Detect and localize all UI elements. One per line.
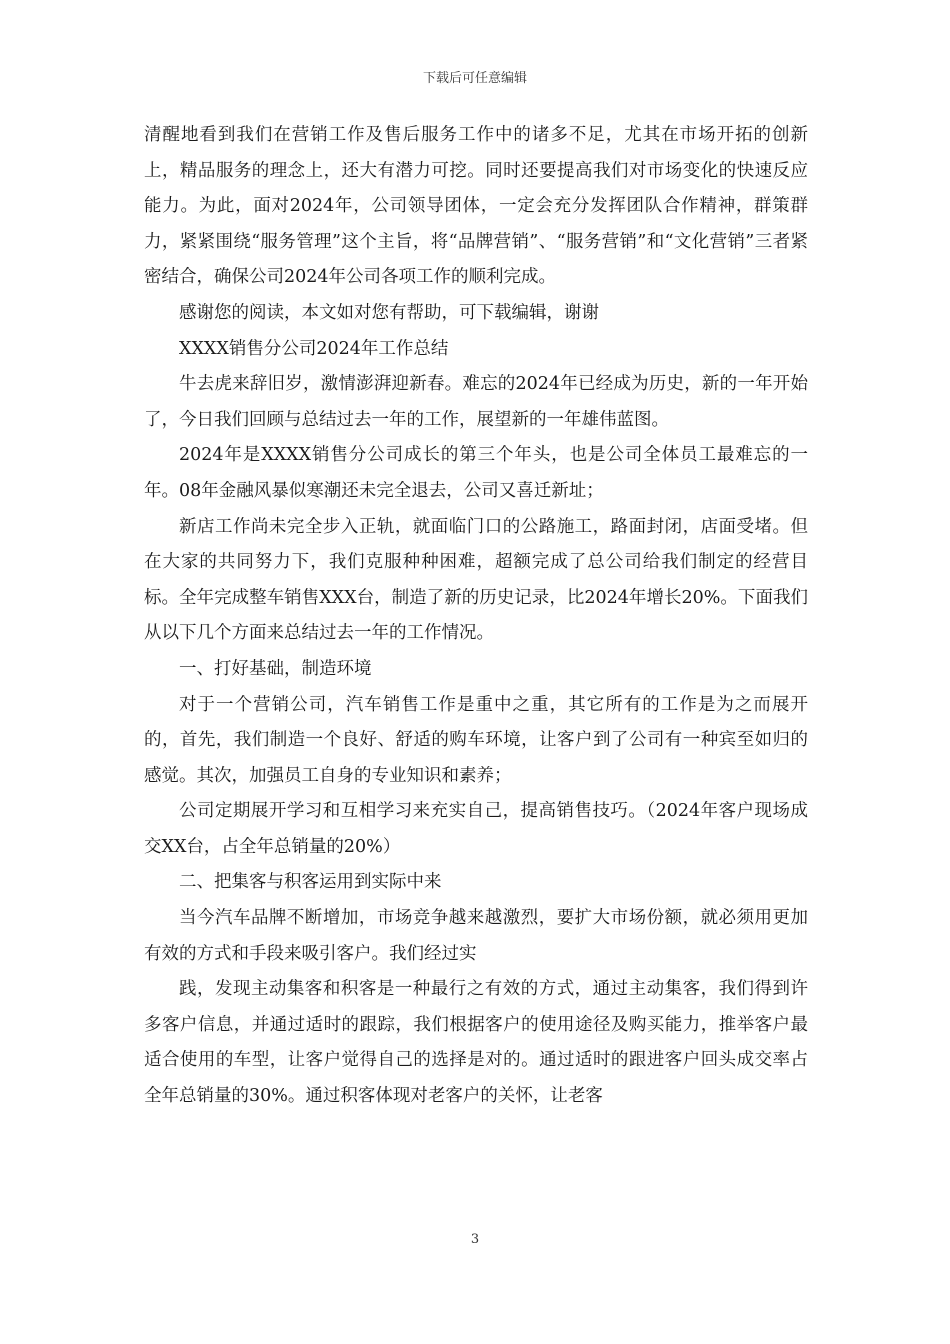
paragraph: 感谢您的阅读，本文如对您有帮助，可下载编辑，谢谢 [179, 302, 599, 323]
paragraph: 一、打好基础，制造环境 [179, 658, 372, 679]
paragraph: 对于一个营销公司，汽车销售工作是重中之重，其它所有的工作是为之而展开的，首先，我们制造一个良好、舒适的购车环境，让客户到了公司有一种宾至如归的感觉。其次，加强员工自身的专业知识和素养； [144, 694, 808, 786]
paragraph: 当今汽车品牌不断增加，市场竞争越来越激烈，要扩大市场份额，就必须用更加有效的方式和手段来吸引客户。我们经过实 [144, 908, 808, 964]
paragraph: 新店工作尚未完全步入正轨，就面临门口的公路施工，路面封闭，店面受堵。但在大家的共同努力下，我们克服种种困难，超额完成了总公司给我们制定的经营目标。全年完成整车销售XXX台，制造了新的历史记录，比2024年增长20%。下面我们从以下几个方面来总结过去一年的工作情况。 [144, 516, 808, 644]
paragraph: 清醒地看到我们在营销工作及售后服务工作中的诸多不足，尤其在市场开拓的创新上，精品服务的理念上，还大有潜力可挖。同时还要提高我们对市场变化的快速反应能力。为此，面对2024年，公司领导团体，一定会充分发挥团队合作精神，群策群力，紧紧围绕“服务管理”这个主旨，将“品牌营销”、“服务营销”和“文化营销”三者紧密结合，确保公司2024年公司各项工作的顺利完成。 [144, 125, 808, 288]
page-number: 3 [470, 1232, 480, 1247]
page-header: 下载后可任意编辑 [422, 71, 527, 86]
paragraph: 牛去虎来辞旧岁，激情澎湃迎新春。难忘的2024年已经成为历史，新的一年开始了，今日我们回顾与总结过去一年的工作，展望新的一年雄伟蓝图。 [144, 374, 808, 430]
document-body [144, 118, 808, 1115]
paragraph: 公司定期展开学习和互相学习来充实自己，提高销售技巧。（2024年客户现场成交XX台，占全年总销量的20%） [144, 801, 808, 857]
paragraph: 二、把集客与积客运用到实际中来 [179, 872, 442, 893]
paragraph: XXXX销售分公司2024年工作总结 [179, 338, 449, 359]
paragraph: 践，发现主动集客和积客是一种最行之有效的方式，通过主动集客，我们得到许多客户信息，并通过适时的跟踪，我们根据客户的使用途径及购买能力，推举客户最适合使用的车型，让客户觉得自己的选择是对的。通过适时的跟进客户回头成交率占全年总销量的30%。通过积客体现对老客户的关怀，让老客 [144, 979, 808, 1107]
paragraph: 2024年是XXXX销售分公司成长的第三个年头，也是公司全体员工最难忘的一年。08年金融风暴似寒潮还未完全退去，公司又喜迁新址； [144, 445, 808, 501]
